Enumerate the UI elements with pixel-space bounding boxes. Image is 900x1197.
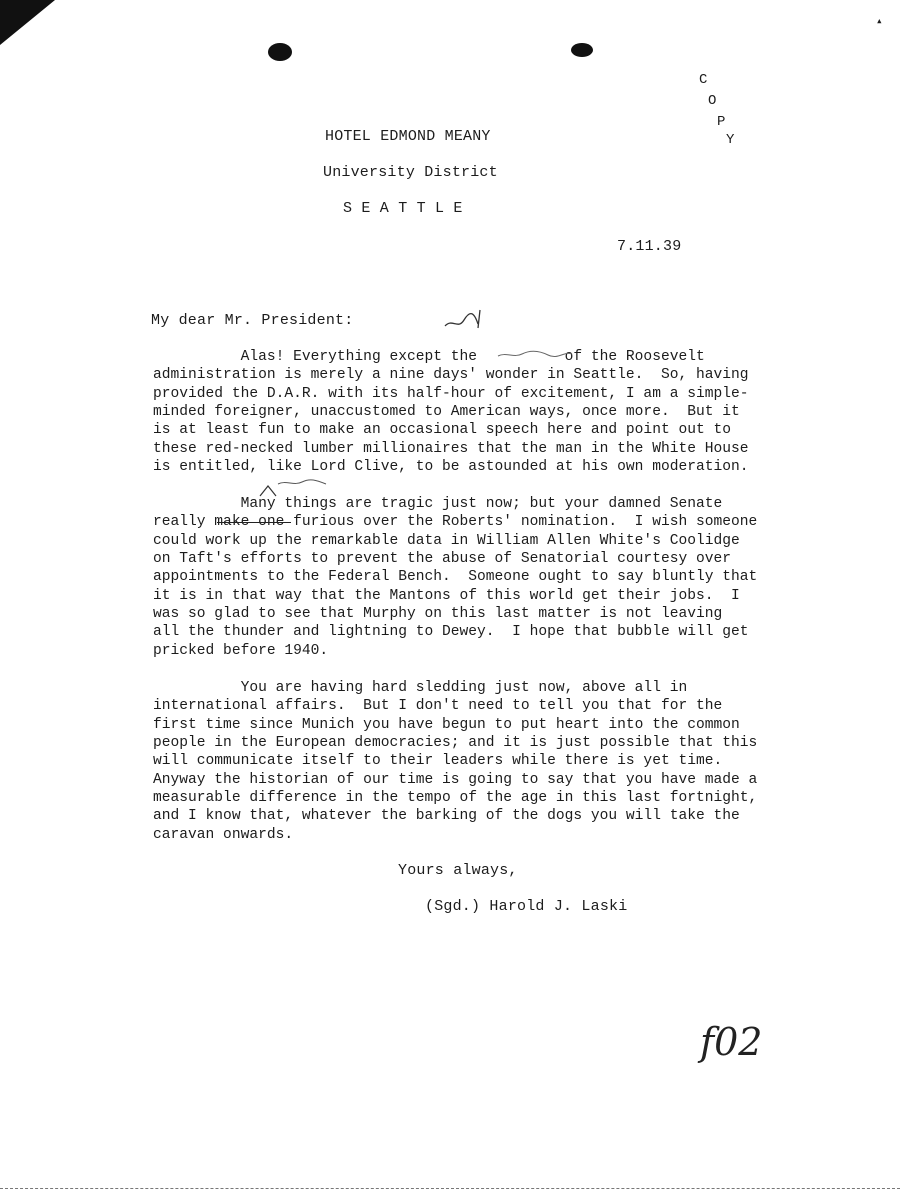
handwritten-page-number: f02	[700, 1020, 763, 1064]
text-line: Many things are tragic just now; but your damned Senate	[153, 496, 723, 512]
paragraph-1	[153, 348, 793, 476]
handwritten-mark	[442, 306, 488, 332]
text-line: minded foreigner, unaccustomed to American ways, once more. But it	[153, 404, 740, 421]
paragraph-3	[153, 679, 793, 844]
text-line: could work up the remarkable data in William Allen White's Coolidge	[153, 532, 740, 549]
copy-letter: Y	[726, 132, 735, 148]
text-line: on Taft's efforts to prevent the abuse of Senatorial courtesy over	[153, 551, 732, 568]
copy-letter: O	[708, 93, 717, 109]
text-line: appointments to the Federal Bench. Someone ought to say bluntly that	[153, 569, 758, 586]
corner-shadow	[0, 0, 55, 45]
salutation: My dear Mr. President:	[151, 312, 354, 329]
closing: Yours always,	[398, 862, 518, 879]
text-line: provided the D.A.R. with its half-hour of excitement, I am a simple-	[153, 385, 749, 402]
text-line: people in the European democracies; and it is just possible that this	[153, 735, 758, 752]
copy-letter: C	[699, 72, 708, 88]
signature: (Sgd.) Harold J. Laski	[425, 898, 628, 915]
text-line: it is in that way that the Mantons of this world get their jobs. I	[153, 587, 740, 604]
scribble-icon	[442, 306, 488, 332]
text-line: these red-necked lumber millionaires that the man in the White House	[153, 440, 749, 457]
text-line: international affairs. But I don't need to tell you that for the	[153, 698, 723, 715]
text-line: all the thunder and lightning to Dewey. I hope that bubble will get	[153, 624, 749, 641]
text-line: was so glad to see that Murphy on this last matter is not leaving	[153, 606, 723, 623]
text-line: You are having hard sledding just now, above all in	[153, 680, 688, 696]
text-line: measurable difference in the tempo of the age in this last fortnight,	[153, 790, 758, 807]
text-line: really make one furious over the Roberts' nomination. I wish someone	[153, 514, 758, 531]
text-line: Anyway the historian of our time is going to say that you have made a	[153, 771, 758, 788]
scribble-icon	[496, 344, 576, 360]
text-line: is entitled, like Lord Clive, to be astounded at his own moderation.	[153, 459, 749, 476]
punch-hole-left	[268, 43, 292, 61]
handwritten-insert	[496, 344, 576, 360]
paragraph-2	[153, 495, 793, 660]
letterhead-hotel: HOTEL EDMOND MEANY	[325, 128, 491, 145]
letterhead-district: University District	[323, 164, 498, 181]
punch-hole-right	[571, 43, 593, 57]
corner-mark: ▴	[876, 16, 883, 28]
text-line: Alas! Everything except the of the Roosevelt	[153, 349, 705, 365]
text-line: and I know that, whatever the barking of the dogs you will take the	[153, 808, 740, 825]
strike-through	[217, 522, 291, 523]
text-line: administration is merely a nine days' wonder in Seattle. So, having	[153, 367, 749, 384]
copy-letter: P	[717, 114, 726, 130]
bottom-edge	[0, 1185, 900, 1189]
text-line: caravan onwards.	[153, 826, 294, 843]
letter-date: 7.11.39	[617, 238, 682, 255]
text-line: first time since Munich you have begun to put heart into the common	[153, 716, 740, 733]
letterhead-city: S E A T T L E	[343, 200, 463, 217]
text-line: is at least fun to make an occasional speech here and point out to	[153, 422, 732, 439]
text-line: will communicate itself to their leaders while there is yet time.	[153, 753, 723, 770]
text-line: pricked before 1940.	[153, 642, 329, 659]
